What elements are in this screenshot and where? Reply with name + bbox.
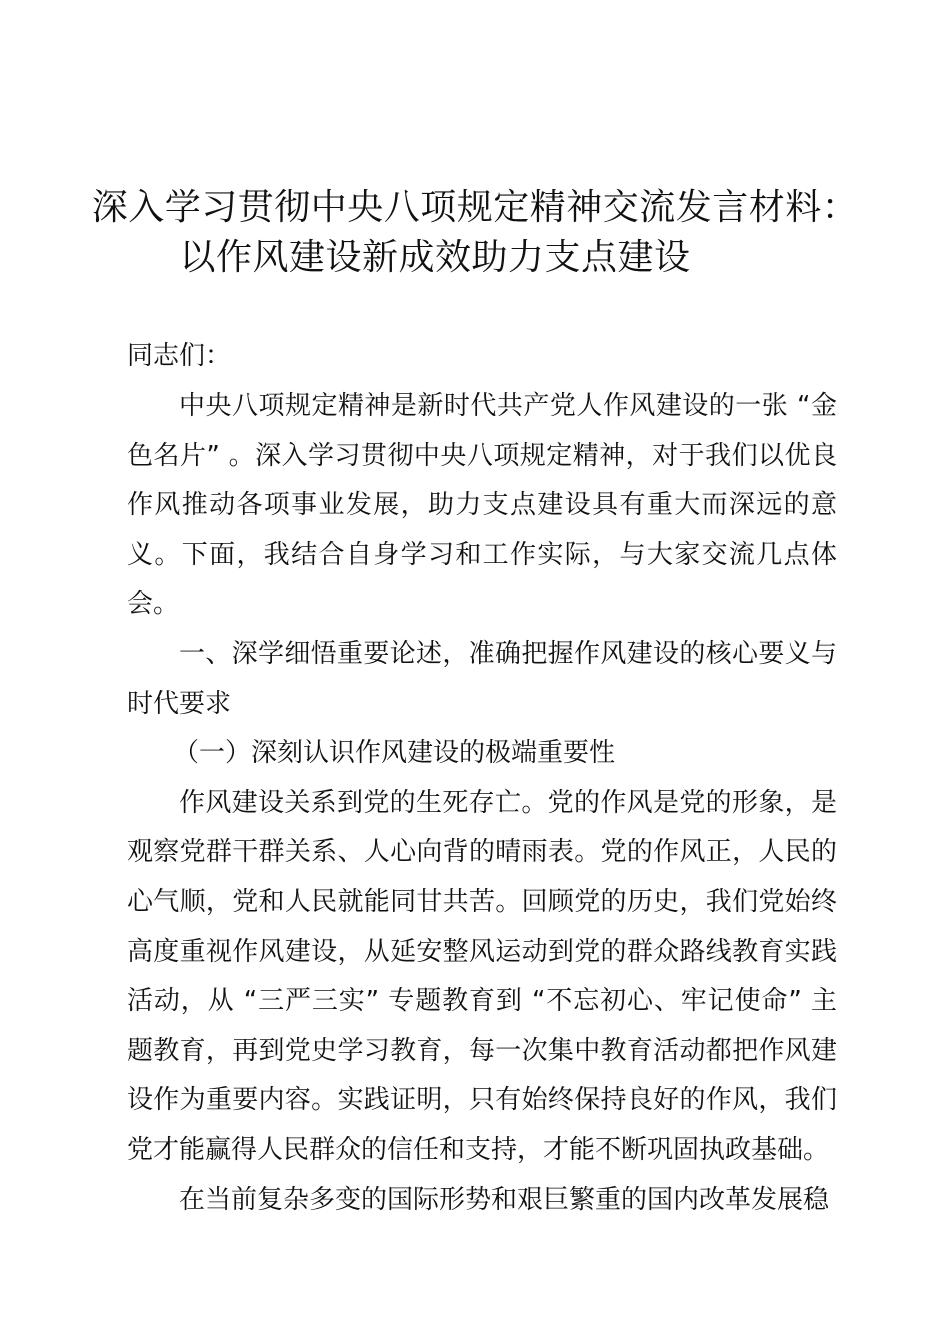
section-heading-1: 一、深学细悟重要论述，准确把握作风建设的核心要义与时代要求 <box>127 638 837 719</box>
greeting: 同志们： <box>127 341 232 371</box>
paragraph-current-situation: 在当前复杂多变的国际形势和艰巨繁重的国内改革发展稳 <box>179 1184 830 1215</box>
paragraph-work-style: 作风建设关系到党的生死存亡。党的作风是党的形象，是观察党群干群关系、人心向背的晴雨表。党的作风正，人民的心气顺，党和人民就能同甘共苦。回顾党的历史，我们党始终高度重视作风建设，从延安整风运动到党的群众路线教育实践活动，从 “三严三实” 专题教育到 “不忘初心、牢记使命” 主题教育，再到党史学习教育，每一次集中教育活动都把作风建设作为重要内容。实践证明，只有始终保持良好的作风，我们党才能赢得人民群众的信任和支持，才能不断巩固执政基础。 <box>127 787 837 1165</box>
document-title-line-2: 以作风建设新成效助力支点建设 <box>179 237 691 278</box>
document-body <box>127 382 837 1225</box>
paragraph-intro: 中央八项规定精神是新时代共产党人作风建设的一张 “金色名片” 。深入学习贯彻中央八项规定精神，对于我们以优良作风推动各项事业发展，助力支点建设具有重大而深远的意义。下面，我结合自身学习和工作实际，与大家交流几点体会。 <box>127 391 837 620</box>
subsection-heading-1: （一）深刻认识作风建设的极端重要性 <box>173 738 616 769</box>
document-title-line-1: 深入学习贯彻中央八项规定精神交流发言材料： <box>91 187 859 228</box>
